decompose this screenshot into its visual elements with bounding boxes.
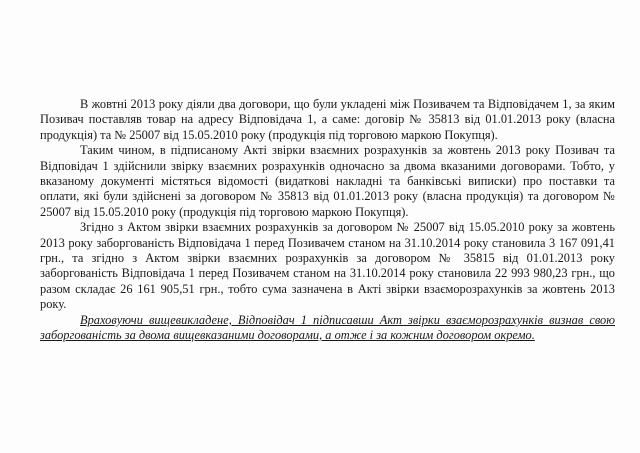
paragraph-conclusion: Враховуючи вищевикладене, Відповідач 1 підписавши Акт звірки взаєморозрахунків визнав свою заборгованість за двома вищевказаними договорами, а отже і за кожним договором окремо. (40, 312, 615, 343)
paragraph-reconciliation-act: Таким чином, в підписаному Акті звірки взаємних розрахунків за жовтень 2013 року Позивач та Відповідач 1 здійснили звірку взаємних розрахунків одночасно за двома вказаними договорами. Тобто, у вказаному документі містяться відомості (видаткові накладні та банківські виписки) про поставки та оплати, які були здійснені за договором № 35813 від 01.01.2013 року (власна продукція) та договором № 25007 від 15.05.2010 року (продукція під торговою маркою Покупця). (40, 143, 615, 219)
paragraph-contracts-intro: В жовтні 2013 року діяли два договори, що були укладені між Позивачем та Відповідачем 1, за яким Позивач поставляв товар на адресу Відповідача 1, а саме: договір № 35813 від 01.01.2013 року (власна продукція) та № 25007 від 15.05.2010 року (продукція під торговою маркою Покупця). (40, 97, 615, 142)
paragraph-debt-amounts: Згідно з Актом звірки взаємних розрахунків за договором № 25007 від 15.05.2010 року за жовтень 2013 року заборгованість Відповідача 1 перед Позивачем станом на 31.10.2014 року становила 3 167 091,41 грн., та згідно з Актом звірки взаємних розрахунків за договором № 35815 від 01.01.2013 року заборгованість Відповідача 1 перед Позивачем станом на 31.10.2014 року становила 22 993 980,23 грн., що разом складає 26 161 905,51 грн., тобто сума зазначена в Акті звірки взаєморозрахунків за жовтень 2013 року. (40, 220, 615, 312)
document-body (40, 97, 615, 344)
